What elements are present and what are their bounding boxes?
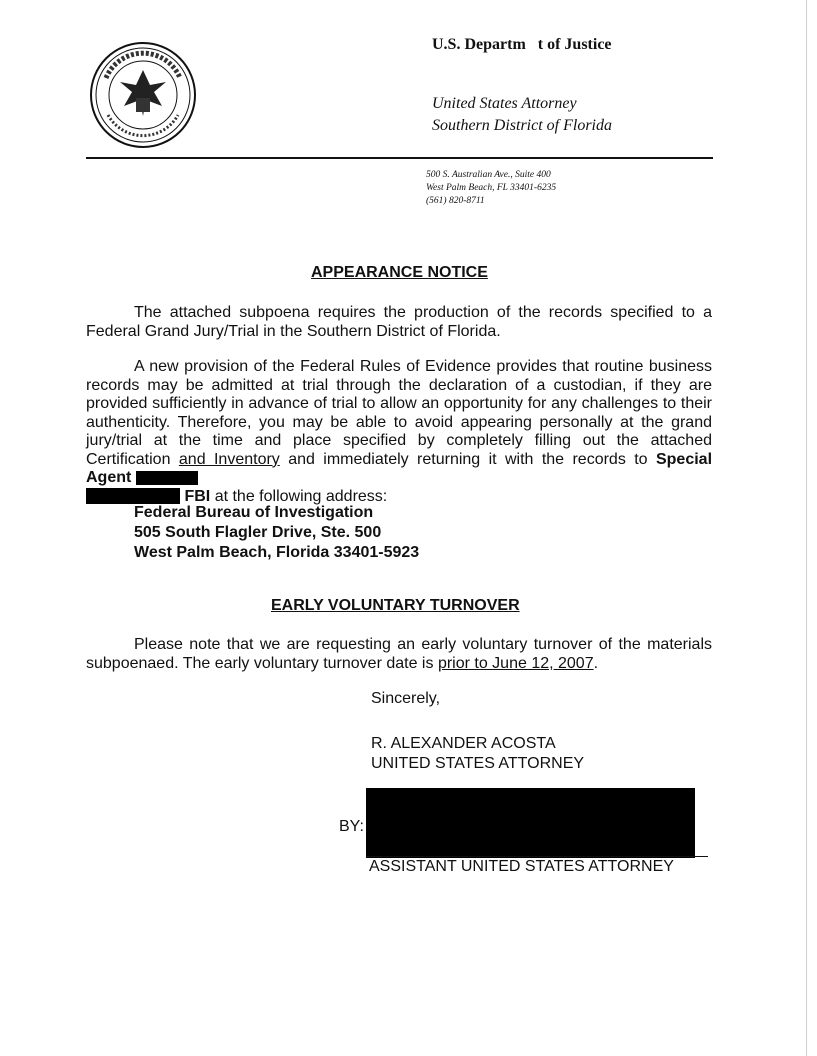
paragraph-early-turnover: Please note that we are requesting an early voluntary turnover of the materials subpoenaed. The early voluntary turnover date is prior to June 12, 2007.	[86, 636, 712, 672]
header-rule	[86, 157, 713, 159]
office-address	[426, 169, 556, 208]
redaction-block	[86, 488, 180, 504]
signature-redaction	[366, 788, 695, 858]
signer-block	[371, 734, 584, 774]
paragraph-evidence-rules: A new provision of the Federal Rules of Evidence provides that routine business records may be admitted at trial through the declaration of a custodian, if they are provided sufficiently in advance of trial to allow an opportunity for any challenges to their authenticity. Therefore, you may be able to avoid appearing personally at the grand jury/trial at the time and place specified by completely filling out the attached Certification and Inventory and immediately returning it with the records to Special Agent FBI at the following address:	[86, 358, 713, 505]
fbi-address-block	[134, 503, 419, 563]
paragraph-subpoena: The attached subpoena requires the production of the records specified to a Federal Grand Jury/Trial in the Southern District of Florida.	[86, 304, 712, 340]
office-line-1: United States Attorney	[432, 95, 577, 112]
doj-seal-icon	[88, 40, 198, 150]
redaction-block	[136, 471, 198, 485]
early-turnover-heading: EARLY VOLUNTARY TURNOVER	[271, 597, 520, 614]
certification-link-text: and Inventory	[178, 450, 280, 468]
signature-line	[366, 856, 708, 857]
fbi-address-line-2: 505 South Flagler Drive, Ste. 500	[134, 524, 382, 541]
fbi-address-line-3: West Palm Beach, Florida 33401-5923	[134, 544, 420, 561]
address-line-1: 500 S. Australian Ave., Suite 400	[426, 170, 551, 180]
address-line-2: West Palm Beach, FL 33401-6235	[426, 183, 557, 193]
ausa-title: ASSISTANT UNITED STATES ATTORNEY	[369, 858, 674, 875]
department-title: U.S. Departm t of Justice	[432, 36, 612, 53]
closing-salutation: Sincerely,	[371, 690, 441, 707]
office-name	[432, 93, 612, 137]
signer-title: UNITED STATES ATTORNEY	[371, 755, 585, 772]
signer-name: R. ALEXANDER ACOSTA	[371, 735, 556, 752]
office-line-2: Southern District of Florida	[432, 117, 612, 134]
phone-number: (561) 820-8711	[426, 196, 485, 206]
turnover-date: prior to June 12, 2007	[437, 654, 594, 672]
appearance-notice-heading: APPEARANCE NOTICE	[311, 264, 488, 281]
fbi-address-line-1: Federal Bureau of Investigation	[134, 504, 374, 521]
page-edge-line	[806, 0, 807, 1056]
by-label: BY:	[339, 818, 364, 835]
